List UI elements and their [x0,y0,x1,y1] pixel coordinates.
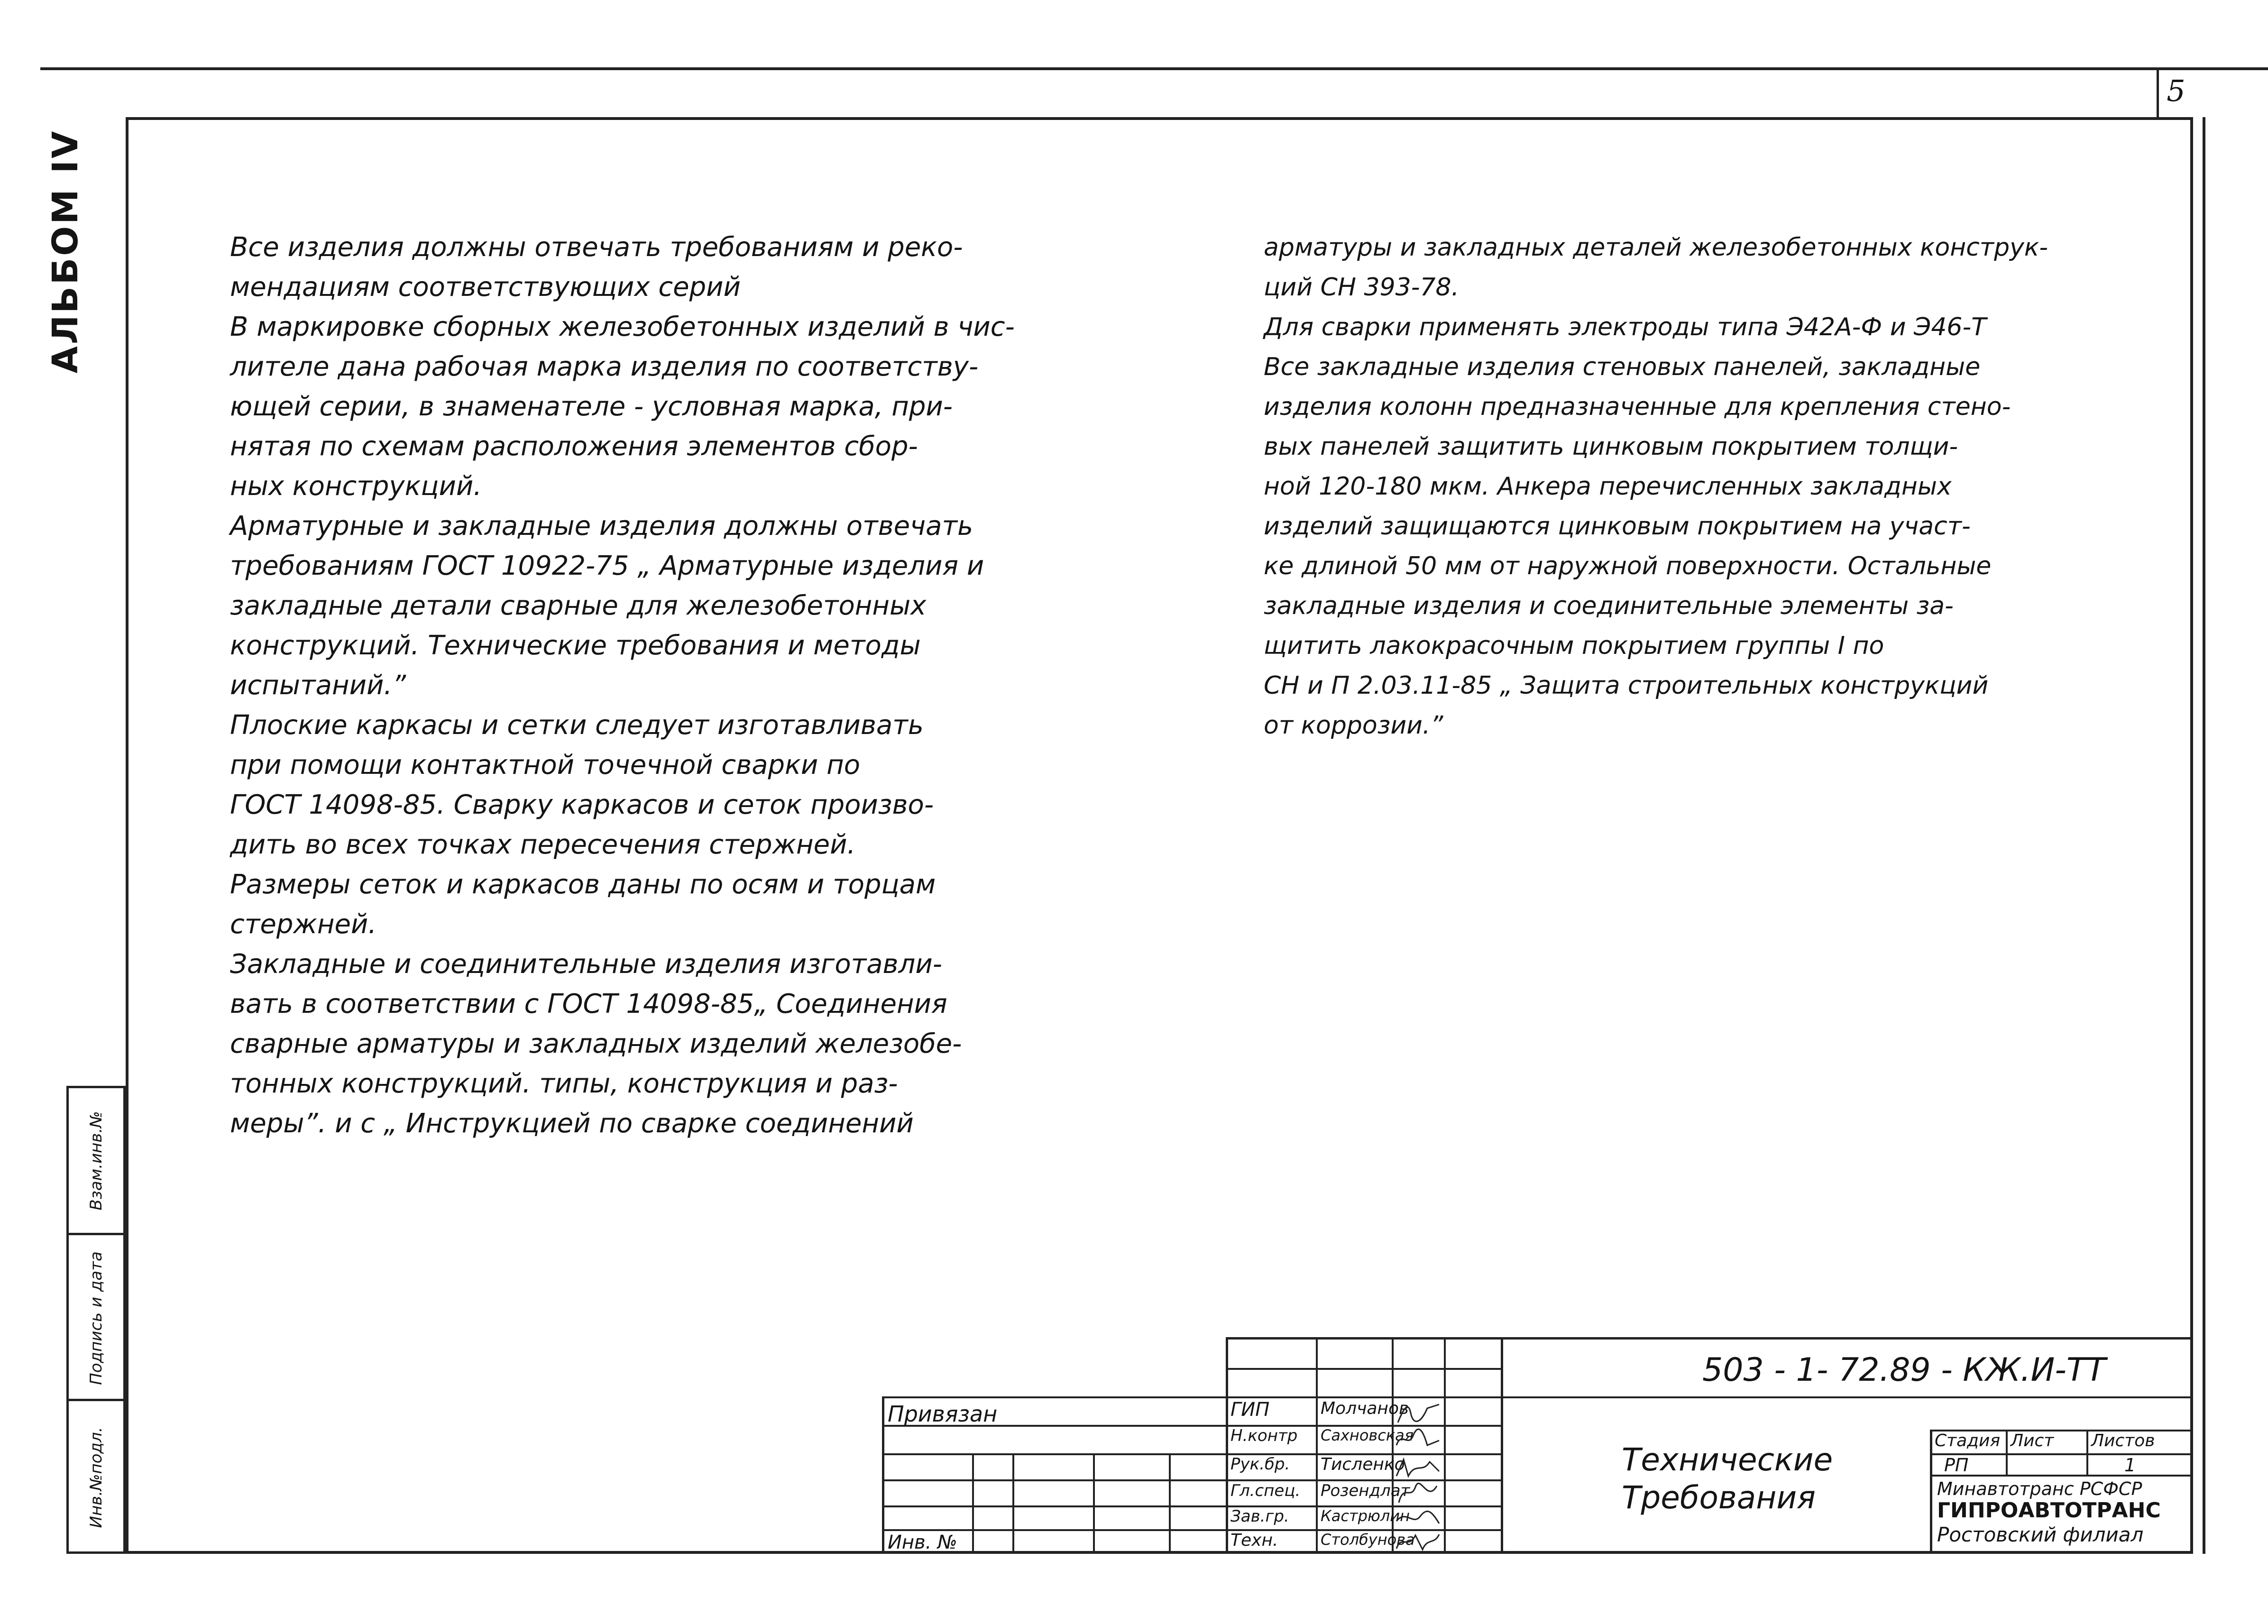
page-number: 5 [2157,67,2193,117]
sign-role: Гл.спец. [1230,1481,1301,1500]
text-line: щитить лакокрасочным покрытием группы I по [1264,632,1884,660]
sheets-label: Листов [2091,1431,2155,1450]
sheet-label: Лист [2011,1431,2054,1450]
text-line: В маркировке сборных железобетонных изделий в чис- [230,312,1015,342]
signature-scribble [1394,1399,1442,1427]
document-code: 503 - 1- 72.89 - КЖ.И-ТТ [1702,1351,2106,1389]
text-line: изделия колонн предназначенные для крепления стено- [1264,393,2011,421]
album-label [37,128,94,375]
sign-name: Сахновская [1321,1426,1414,1444]
privyazan-label: Привязан [888,1401,998,1427]
text-line: вых панелей защитить цинковым покрытием толщи- [1264,432,1958,461]
signature-scribble [1394,1481,1442,1506]
org-line3: Ростовский филиал [1937,1523,2144,1546]
text-line: ных конструкций. [230,471,482,502]
sign-name: Кастрюлин [1321,1507,1410,1525]
text-line: Размеры сеток и каркасов даны по осям и торцам [230,869,936,900]
stage-value: РП [1944,1455,1969,1476]
text-line: стержней. [230,909,377,940]
text-line: тонных конструкций. типы, конструкция и раз- [230,1068,898,1099]
sheet-title-line1: Технические [1622,1441,1833,1478]
sheet-title-line2: Требования [1622,1479,1816,1516]
text-line: дить во всех точках пересечения стержней. [230,829,856,860]
text-line: арматуры и закладных деталей железобетонных конструк- [1264,233,2048,262]
text-line: требованиям ГОСТ 10922-75 „ Арматурные изделия и [230,551,984,581]
text-line: лителе дана рабочая марка изделия по соответству- [230,351,979,382]
sign-role: Рук.бр. [1230,1455,1290,1474]
text-line: Для сварки применять электроды типа Э42А-Ф и Э46-Т [1264,313,1987,341]
text-line: ГОСТ 14098-85. Сварку каркасов и сеток произво- [230,789,934,820]
text-line: Арматурные и закладные изделия должны отвечать [230,511,973,541]
side-stamp-inv-podl: Инв.№подл. [86,1427,106,1528]
sign-name: Молчанов [1321,1399,1409,1418]
text-line: закладные детали сварные для железобетонных [230,590,927,621]
sign-role: Зав.гр. [1230,1507,1289,1526]
text-line: при помощи контактной точечной сварки по [230,750,860,780]
text-line: Закладные и соединительные изделия изготавли- [230,949,942,980]
text-line: от коррозии.” [1264,711,1443,740]
org-line1: Минавтотранс РСФСР [1937,1478,2142,1499]
text-line: конструкций. Технические требования и методы [230,630,921,661]
side-stamp-vzam: Взам.инв.№ [86,1110,106,1211]
text-line: меры”. и с „ Инструкцией по сварке соединений [230,1108,914,1139]
side-stamp-podpis-cell [69,1233,123,1401]
text-line: ке длиной 50 мм от наружной поверхности. Остальные [1264,552,1992,580]
sign-name: Розендлат [1321,1481,1410,1500]
sign-role: ГИП [1230,1399,1270,1421]
right-text-column [1264,228,2048,745]
org-line2: ГИПРОАВТОТРАНС [1937,1498,2161,1523]
text-line: закладные изделия и соединительные элементы за- [1264,592,1954,620]
title-block [882,1337,2193,1554]
side-stamp-vzam-cell [69,1088,123,1233]
text-line: ций СН 393-78. [1264,273,1460,302]
signature-scribble [1394,1455,1442,1481]
text-line: СН и П 2.03.11-85 „ Защита строительных конструкций [1264,671,1989,700]
inv-no-label: Инв. № [888,1532,957,1553]
side-stamp-inv-cell [69,1399,123,1554]
text-line: Все закладные изделия стеновых панелей, закладные [1264,353,1981,381]
text-line: испытаний.” [230,670,406,701]
text-line: мендациям соответствующих серий [230,272,741,303]
top-border-line [40,67,2268,70]
text-line: сварные арматуры и закладных изделий железобе- [230,1028,962,1059]
side-stamp [66,1086,126,1554]
album-label-text: АЛЬБОМ IV [45,129,86,374]
text-line: вать в соответствии с ГОСТ 14098-85„ Соединения [230,989,947,1019]
sign-role: Техн. [1230,1531,1278,1550]
text-line: ющей серии, в знаменателе - условная марка, при- [230,391,953,422]
sign-name: Тисленко [1321,1455,1405,1474]
left-text-column [230,228,1015,1144]
text-line: Все изделия должны отвечать требованиям и реко- [230,232,963,263]
text-line: изделий защищаются цинковым покрытием на участ- [1264,512,1971,541]
sign-name: Столбунова [1321,1531,1415,1549]
text-line: нятая по схемам расположения элементов сбор- [230,431,918,462]
signature-scribble [1394,1507,1442,1530]
stage-label: Стадия [1935,1431,2001,1450]
signature-scribble [1394,1531,1442,1553]
signature-scribble [1394,1426,1442,1452]
text-line: Плоские каркасы и сетки следует изготавливать [230,710,924,741]
sheets-value: 1 [2124,1455,2136,1476]
side-stamp-podpis: Подпись и дата [86,1251,106,1385]
text-line: ной 120-180 мкм. Анкера перечисленных закладных [1264,472,1952,501]
sign-role: Н.контр [1230,1426,1298,1445]
drawing-frame-right-edge [2193,117,2205,1554]
